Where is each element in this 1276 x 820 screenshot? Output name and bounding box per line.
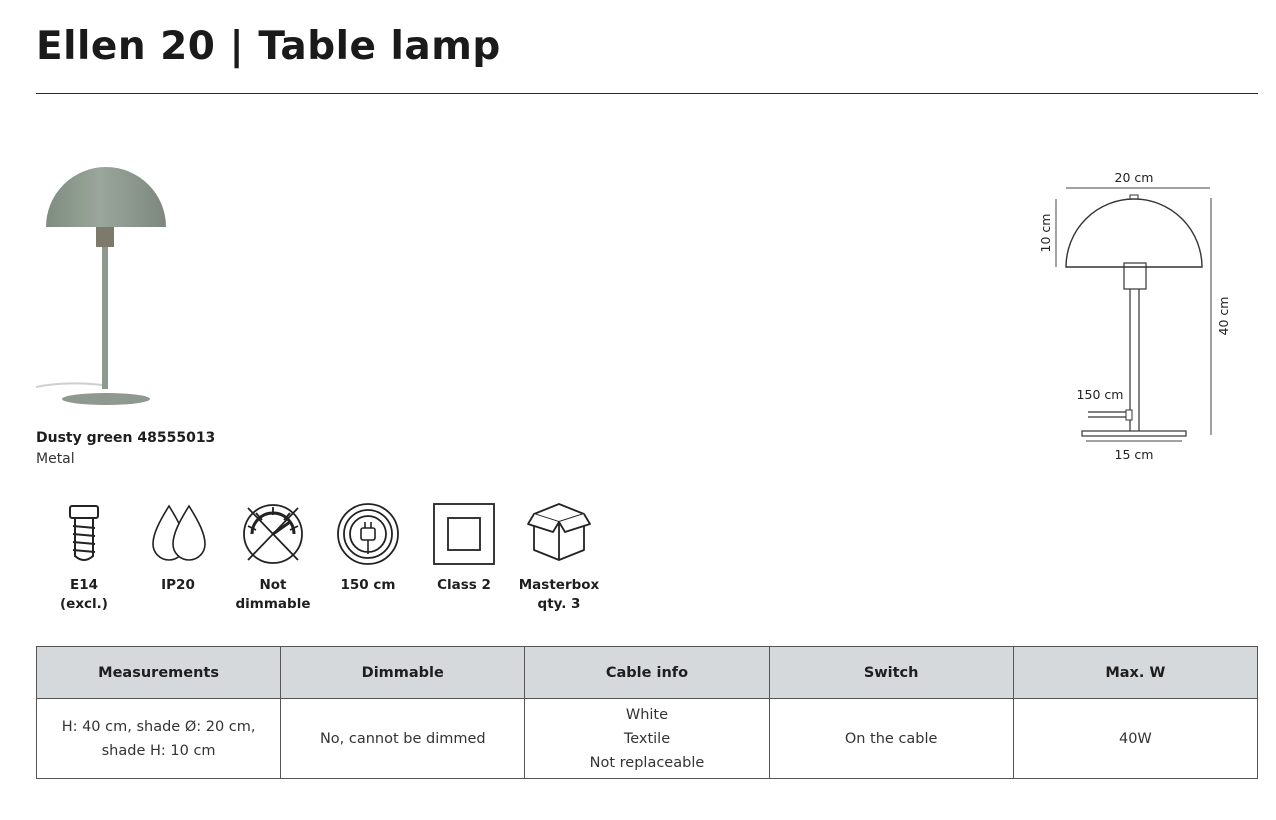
feature-masterbox-label-2: qty. 3: [537, 596, 581, 612]
header-switch: Switch: [769, 647, 1013, 699]
cable-info-material: Textile: [623, 730, 671, 747]
masterbox-icon: [524, 500, 594, 566]
feature-e14-label-2: (excl.): [60, 596, 108, 612]
cable-info-replaceable: Not replaceable: [589, 754, 705, 771]
cell-measurements: [37, 699, 281, 779]
specs-table: [36, 646, 1258, 779]
page-title: Ellen 20 | Table lamp: [36, 24, 501, 69]
dim-total-height: 40 cm: [1216, 296, 1231, 336]
dim-base-width: 15 cm: [1114, 447, 1154, 462]
class-2-icon: [429, 500, 499, 566]
cell-max-w: 40W: [1013, 699, 1257, 779]
specs-value-row: [37, 699, 1258, 779]
variant-material: Metal: [36, 451, 75, 467]
dim-shade-height: 10 cm: [1038, 213, 1053, 253]
measurements-line-2: shade H: 10 cm: [101, 742, 216, 759]
feature-class-2-label-1: Class 2: [437, 577, 491, 593]
cell-switch: On the cable: [769, 699, 1013, 779]
feature-not-dimmable: [225, 500, 321, 614]
feature-class-2: [416, 500, 512, 595]
feature-icons: [36, 500, 636, 620]
feature-ip20: [130, 500, 226, 595]
cable-length-icon: [333, 500, 403, 566]
dim-shade-width: 20 cm: [1114, 170, 1154, 185]
header-dimmable: Dimmable: [281, 647, 525, 699]
variant-name: Dusty green 48555013: [36, 430, 216, 446]
feature-masterbox-label-1: Masterbox: [518, 577, 600, 593]
feature-not-dimmable-label-2: dimmable: [235, 596, 311, 612]
feature-ip20-label-1: IP20: [161, 577, 195, 593]
feature-cable-length: [320, 500, 416, 595]
title-divider: [36, 93, 1258, 94]
not-dimmable-icon: [238, 500, 308, 566]
technical-drawing: [1030, 165, 1250, 470]
measurements-line-1: H: 40 cm, shade Ø: 20 cm,: [61, 718, 256, 735]
cell-dimmable: No, cannot be dimmed: [281, 699, 525, 779]
product-photo: [36, 165, 186, 415]
feature-cable-label-1: 150 cm: [340, 577, 396, 593]
header-cable-info: Cable info: [525, 647, 769, 699]
feature-not-dimmable-label-1: Not: [259, 577, 287, 593]
dim-cable-length: 150 cm: [1076, 387, 1124, 402]
e14-bulb-icon: [49, 500, 119, 566]
cable-info-color: White: [625, 706, 669, 723]
cell-cable-info: [525, 699, 769, 779]
feature-e14-label-1: E14: [69, 577, 98, 593]
feature-e14: [36, 500, 132, 614]
header-measurements: Measurements: [37, 647, 281, 699]
header-max-w: Max. W: [1013, 647, 1257, 699]
specs-header-row: [37, 647, 1258, 699]
feature-masterbox: [511, 500, 607, 614]
ip20-drops-icon: [143, 500, 213, 566]
